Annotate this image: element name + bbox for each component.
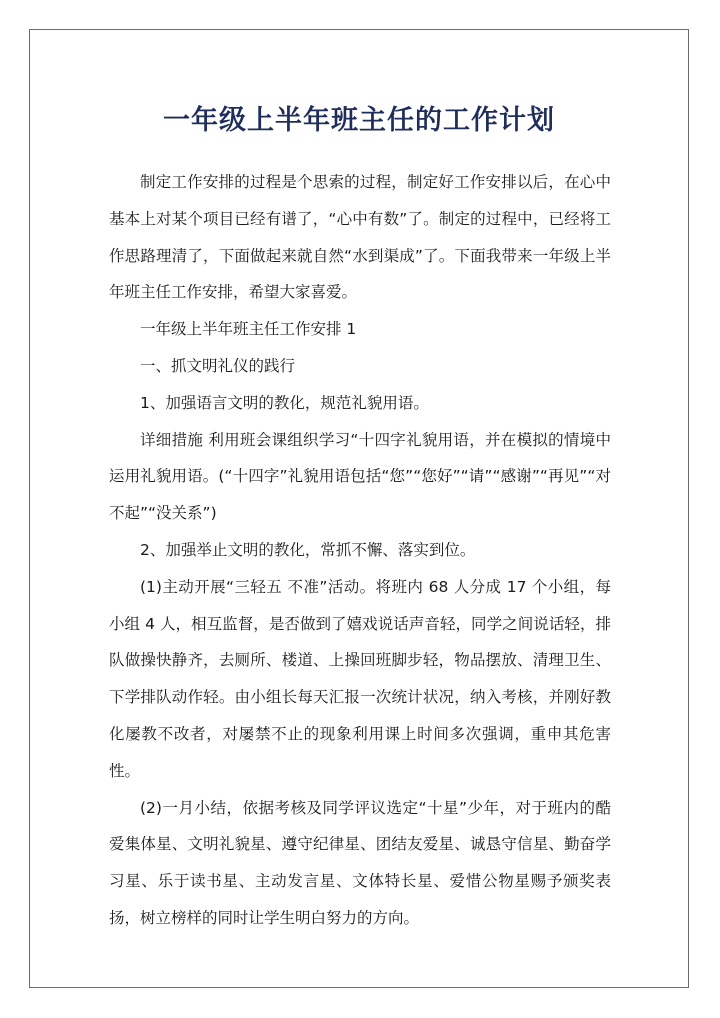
activity-paragraph-2: (2)一月小结，依据考核及同学评议选定“十星”少年，对于班内的酷爱集体星、文明礼貌星、遵守纪律星、团结友爱星、诚恳守信星、勤奋学习星、乐于读书星、主动发言星、文体特长星、爱惜公物星赐予颁奖表扬，树立榜样的同时让学生明白努力的方向。 xyxy=(109,798,611,927)
item-heading-2: 2、加强举止文明的教化，常抓不懈、落实到位。 xyxy=(140,540,476,559)
subsection-heading: 一、抓文明礼仪的践行 xyxy=(140,356,296,375)
intro-paragraph: 制定工作安排的过程是个思索的过程，制定好工作安排以后，在心中基本上对某个项目已经有谱了，“心中有数”了。制定的过程中，已经将工作思路理清了，下面做起来就自然“水到渠成”了。下面我带来一年级上半年班主任工作安排，希望大家喜爱。 xyxy=(109,173,611,302)
measures-paragraph: 详细措施 利用班会课组织学习“十四字礼貌用语，并在模拟的情境中运用礼貌用语。(“十四字”礼貌用语包括“您”“您好”“请”“感谢”“再见”“对不起”“没关系”) xyxy=(109,430,611,523)
item-heading-1: 1、加强语言文明的教化，规范礼貌用语。 xyxy=(140,393,429,412)
section-heading: 一年级上半年班主任工作安排 1 xyxy=(140,320,357,339)
document-body xyxy=(109,164,611,937)
document-title: 一年级上半年班主任的工作计划 xyxy=(163,105,555,136)
activity-paragraph-1: (1)主动开展“三轻五 不准”活动。将班内 68 人分成 17 个小组，每小组 4 人，相互监督，是否做到了嬉戏说话声音轻，同学之间说话轻，排队做操快静齐，去厕所、楼道、上操回班脚步轻，物品摆放、清理卫生、下学排队动作轻。由小组长每天汇报一次统计状况，纳入考核，并刚好教化屡教不改者，对屡禁不止的现象利用课上时间多次强调，重申其危害性。 xyxy=(109,577,611,780)
